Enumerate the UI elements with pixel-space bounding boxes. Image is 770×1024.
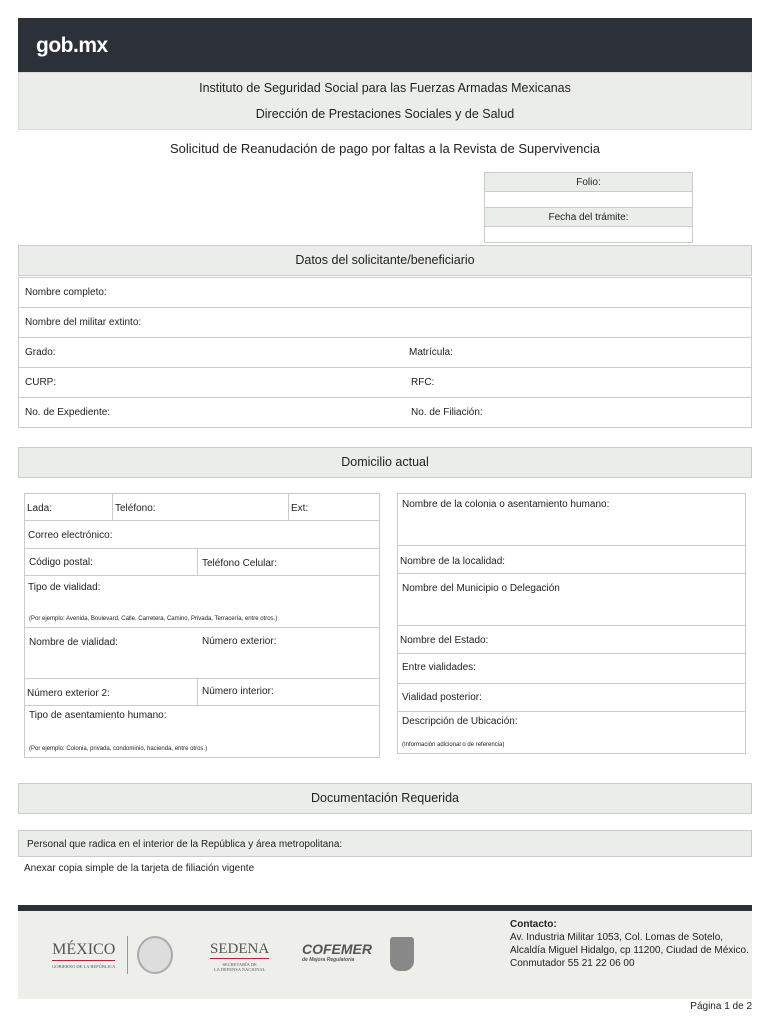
hint: (Información adicional o de referencia) <box>402 742 505 748</box>
correo-field[interactable] <box>24 520 380 549</box>
label: Número interior: <box>202 686 274 697</box>
label: Nombre de la localidad: <box>400 556 506 567</box>
sedena-logo <box>210 941 269 972</box>
divider <box>127 936 128 974</box>
label: CURP: <box>25 377 57 388</box>
ext-field[interactable] <box>288 493 380 521</box>
label: Nombre completo: <box>25 287 107 298</box>
institution-band <box>18 72 752 130</box>
contact-title: Contacto: <box>510 919 557 930</box>
contact-line: Conmutador 55 21 22 06 00 <box>510 958 635 969</box>
label: No. de Filiación: <box>411 407 483 418</box>
hint: (Por ejemplo: Colonia, privada, condominio, hacienda, entre otros.) <box>29 746 208 752</box>
gobmx-logo: gob.mx <box>36 34 108 57</box>
label: Tipo de asentamiento humano: <box>29 710 167 721</box>
contact-block <box>510 918 749 970</box>
folio-field[interactable] <box>484 191 693 208</box>
label: Nombre del Municipio o Delegación <box>402 583 560 594</box>
hint: (Por ejemplo: Avenida, Boulevard, Calle, Carretera, Camino, Privada, Terracería, entre otros.) <box>29 616 278 622</box>
expediente-filiacion-row[interactable] <box>18 397 752 428</box>
direction-name: Dirección de Prestaciones Sociales y de Salud <box>255 107 515 121</box>
numero-exterior-2-field[interactable] <box>24 678 198 706</box>
label: Tipo de vialidad: <box>28 582 101 593</box>
gobierno-text: GOBIERNO DE LA REPÚBLICA <box>52 964 116 969</box>
institute-name: Instituto de Seguridad Social para las Fuerzas Armadas Mexicanas <box>199 81 571 95</box>
label: Lada: <box>27 503 53 514</box>
cofemer-logo <box>302 941 372 963</box>
section-domicilio-header: Domicilio actual <box>18 447 752 478</box>
estado-field[interactable] <box>397 625 746 654</box>
page-number: Página 1 de 2 <box>690 1001 752 1012</box>
label: Descripción de Ubicación: <box>402 716 518 727</box>
sedena-text: SEDENA <box>210 941 270 957</box>
mexico-text: MÉXICO <box>52 941 115 961</box>
label: Nombre de vialidad: <box>29 637 118 648</box>
label: Personal que radica en el interior de la República y área metropolitana: <box>27 839 343 850</box>
grado-matricula-row[interactable] <box>18 337 752 368</box>
cofemer-text: COFEMER <box>302 941 372 957</box>
label: Teléfono Celular: <box>202 558 278 569</box>
nombre-completo-field[interactable] <box>18 277 752 308</box>
nombre-vialidad-field[interactable] <box>24 627 380 679</box>
lada-field[interactable] <box>24 493 113 521</box>
section-datos-header: Datos del solicitante/beneficiario <box>18 245 752 276</box>
label: Nombre del militar extinto: <box>25 317 142 328</box>
anexar-text: Anexar copia simple de la tarjeta de filiación vigente <box>24 863 255 874</box>
form-title: Solicitud de Reanudación de pago por faltas a la Revista de Supervivencia <box>170 141 600 156</box>
municipio-field[interactable] <box>397 573 746 626</box>
label: Correo electrónico: <box>28 530 113 541</box>
fecha-field[interactable] <box>484 226 693 243</box>
sedena-sub: SECRETARÍA DE <box>222 962 257 967</box>
curp-rfc-row[interactable] <box>18 367 752 398</box>
seal-icon <box>137 936 173 974</box>
label: Número exterior 2: <box>27 688 110 699</box>
issfam-shield-icon <box>390 937 414 971</box>
contact-line: Alcaldía Miguel Hidalgo, cp 11200, Ciudad de México. <box>510 945 749 956</box>
localidad-field[interactable] <box>397 545 746 574</box>
codigo-postal-field[interactable] <box>24 548 198 576</box>
folio-label: Folio: <box>484 172 693 192</box>
nombre-militar-field[interactable] <box>18 307 752 338</box>
label: No. de Expediente: <box>25 407 111 418</box>
label: RFC: <box>411 377 435 388</box>
cofemer-sub: de Mejora Regulatoria <box>302 957 355 963</box>
label: Grado: <box>25 347 56 358</box>
numero-interior-field[interactable] <box>197 678 380 706</box>
tipo-asentamiento-field[interactable] <box>24 705 380 758</box>
label: Matrícula: <box>409 347 453 358</box>
tipo-vialidad-field[interactable] <box>24 575 380 628</box>
vialidad-posterior-field[interactable] <box>397 683 746 712</box>
label: Nombre del Estado: <box>400 635 489 646</box>
label: Ext: <box>291 503 309 514</box>
celular-field[interactable] <box>197 548 380 576</box>
footer <box>18 911 752 999</box>
label: Código postal: <box>29 557 93 568</box>
entre-vialidades-field[interactable] <box>397 653 746 684</box>
label: Entre vialidades: <box>402 662 476 673</box>
colonia-field[interactable] <box>397 493 746 546</box>
label: Vialidad posterior: <box>402 692 482 703</box>
sedena-sub: LA DEFENSA NACIONAL <box>213 967 266 972</box>
label: Nombre de la colonia o asentamiento humano: <box>402 499 610 510</box>
mexico-logo <box>52 941 115 969</box>
personal-interior-bar <box>18 830 752 857</box>
fecha-label: Fecha del trámite: <box>484 207 693 227</box>
gob-header-bar <box>18 18 752 72</box>
contact-line: Av. Industria Militar 1053, Col. Lomas de Sotelo, <box>510 932 724 943</box>
telefono-field[interactable] <box>112 493 289 521</box>
section-documentacion-header: Documentación Requerida <box>18 783 752 814</box>
label: Teléfono: <box>115 503 156 514</box>
descripcion-ubicacion-field[interactable] <box>397 711 746 754</box>
label: Número exterior: <box>202 636 277 647</box>
